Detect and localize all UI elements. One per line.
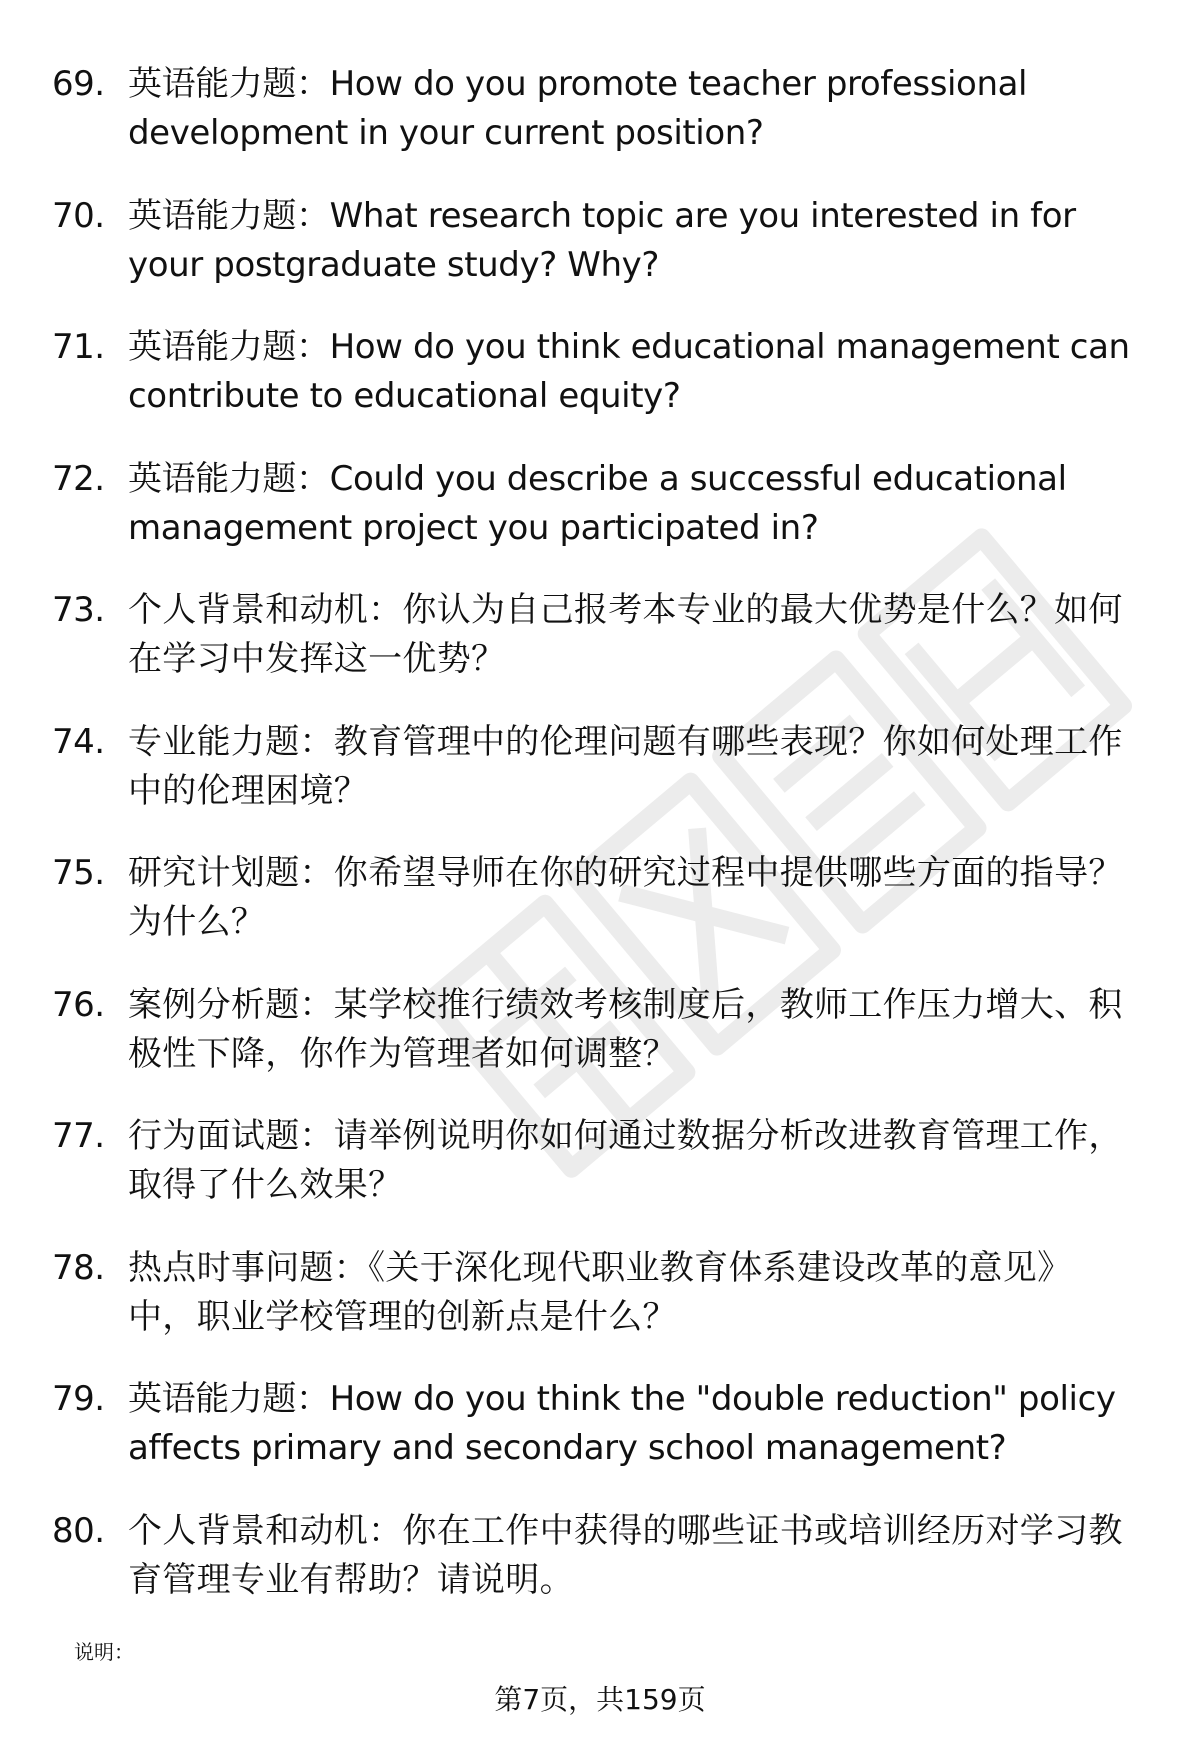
question-text: 个人背景和动机：你在工作中获得的哪些证书或培训经历对学习教育管理专业有帮助？请说明。 — [128, 1510, 1123, 1600]
question-number: 74. — [52, 721, 105, 762]
question-text: 研究计划题：你希望导师在你的研究过程中提供哪些方面的指导？为什么？ — [128, 853, 1123, 942]
question-item-78 — [0, 1236, 1200, 1368]
question-text: 热点时事问题：《关于深化现代职业教育体系建设改革的意见》中，职业学校管理的创新点是什么？ — [128, 1247, 1072, 1337]
question-item-72 — [0, 447, 1200, 579]
question-item-71 — [0, 315, 1200, 447]
question-text: 英语能力题：What research topic are you interested in for your postgraduate study? Why? — [128, 195, 1076, 285]
question-number: 73. — [52, 590, 105, 630]
question-list — [0, 52, 1200, 1630]
question-text: 案例分析题：某学校推行绩效考核制度后，教师工作压力增大、积极性下降，你作为管理者如何调整？ — [128, 984, 1123, 1074]
question-item-80 — [0, 1499, 1200, 1631]
question-text: 英语能力题：How do you think educational management can contribute to educational equity? — [128, 327, 1130, 416]
question-item-75 — [0, 841, 1200, 973]
question-item-79 — [0, 1367, 1200, 1499]
question-item-77 — [0, 1104, 1200, 1236]
page-footer: 第7页，共159页 — [494, 1683, 706, 1716]
question-number: 79. — [52, 1379, 105, 1419]
question-item-73 — [0, 578, 1200, 710]
question-text: 个人背景和动机：你认为自己报考本专业的最大优势是什么？如何在学习中发挥这一优势？ — [128, 590, 1123, 679]
question-text: 英语能力题：How do you think the "double reduction" policy affects primary and secondary school management? — [128, 1379, 1116, 1468]
question-text: 行为面试题：请举例说明你如何通过数据分析改进教育管理工作，取得了什么效果？ — [128, 1116, 1123, 1205]
question-number: 76. — [52, 984, 105, 1025]
question-item-76 — [0, 973, 1200, 1105]
question-text: 英语能力题：Could you describe a successful educational management project you participated in? — [128, 458, 1067, 548]
question-number: 69. — [52, 64, 105, 104]
question-number: 70. — [52, 195, 105, 236]
question-text: 专业能力题：教育管理中的伦理问题有哪些表现？你如何处理工作中的伦理困境？ — [128, 721, 1123, 811]
question-text: 英语能力题：How do you promote teacher professional development in your current position? — [128, 64, 1028, 153]
question-number: 78. — [52, 1247, 105, 1288]
question-number: 77. — [52, 1116, 105, 1156]
question-item-74 — [0, 710, 1200, 842]
note-label: 说明： — [74, 1640, 134, 1664]
question-number: 72. — [52, 458, 105, 499]
question-item-70 — [0, 184, 1200, 316]
question-number: 80. — [52, 1510, 105, 1551]
question-number: 75. — [52, 853, 105, 893]
question-item-69 — [0, 52, 1200, 184]
question-number: 71. — [52, 327, 105, 367]
